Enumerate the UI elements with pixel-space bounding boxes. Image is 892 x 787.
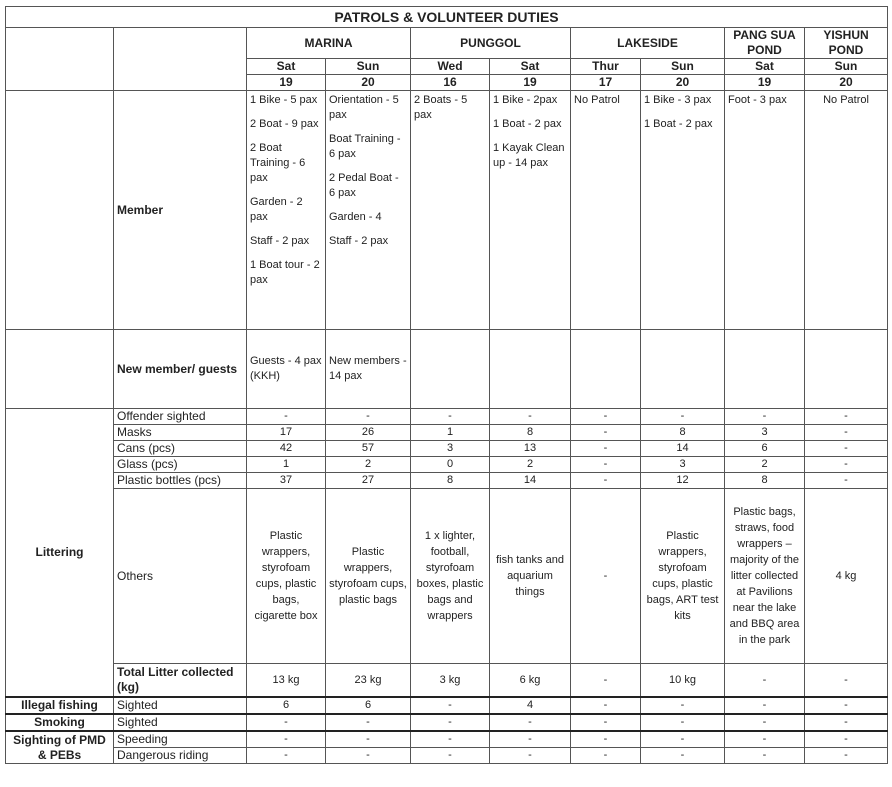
littering-value: -: [805, 457, 888, 473]
total-litter-value: 3 kg: [411, 664, 490, 698]
total-litter-value: -: [805, 664, 888, 698]
littering-value: -: [805, 441, 888, 457]
pmd-value: -: [411, 748, 490, 764]
littering-value: -: [247, 409, 326, 425]
littering-value: 0: [411, 457, 490, 473]
guests-cell: New members - 14 pax: [326, 330, 411, 409]
littering-value: 3: [725, 425, 805, 441]
column-date: 17: [571, 75, 641, 91]
column-day: Sat: [490, 59, 571, 75]
blank-cell: [6, 330, 114, 409]
total-litter-label: Total Litter collected (kg): [114, 664, 247, 698]
guests-cell: [805, 330, 888, 409]
littering-value: 8: [490, 425, 571, 441]
column-day: Sun: [805, 59, 888, 75]
illegal-fishing-value: 6: [247, 697, 326, 714]
illegal-fishing-row: [6, 697, 888, 714]
illegal-fishing-label: Illegal fishing: [6, 697, 114, 714]
member-entry: 1 Kayak Clean up - 14 pax: [493, 142, 565, 169]
littering-value: -: [805, 425, 888, 441]
guests-cell: [571, 330, 641, 409]
littering-value: 14: [641, 441, 725, 457]
pmd-row: [6, 748, 888, 764]
member-entry: 2 Boats - 5 pax: [414, 94, 468, 121]
member-entry: No Patrol: [574, 94, 620, 106]
pmd-value: -: [490, 748, 571, 764]
littering-value: 13: [490, 441, 571, 457]
pmd-value: -: [490, 731, 571, 748]
littering-value: 2: [725, 457, 805, 473]
littering-value: -: [725, 409, 805, 425]
littering-value: -: [805, 409, 888, 425]
member-cell: [411, 91, 490, 330]
littering-value: 3: [411, 441, 490, 457]
member-entry: Garden - 2 pax: [250, 196, 303, 223]
total-litter-value: -: [571, 664, 641, 698]
column-date: 19: [490, 75, 571, 91]
pmd-row-label: Speeding: [114, 731, 247, 748]
littering-row-label: Masks: [114, 425, 247, 441]
member-entry: 2 Boat Training - 6 pax: [250, 142, 306, 184]
illegal-fishing-value: -: [411, 697, 490, 714]
littering-row: [6, 473, 888, 489]
column-day: Sun: [326, 59, 411, 75]
total-litter-value: 23 kg: [326, 664, 411, 698]
member-cell: [247, 91, 326, 330]
member-entry: No Patrol: [823, 94, 869, 106]
member-entry: Garden - 4: [329, 211, 382, 223]
littering-value: 2: [490, 457, 571, 473]
littering-value: -: [571, 441, 641, 457]
guests-cell: [725, 330, 805, 409]
member-entry: 1 Bike - 3 pax: [644, 94, 712, 106]
illegal-fishing-value: -: [725, 697, 805, 714]
smoking-value: -: [247, 714, 326, 731]
member-cell: [571, 91, 641, 330]
illegal-fishing-value: -: [641, 697, 725, 714]
blank-corner-a: [6, 28, 114, 91]
group-pang-sua-pond: PANG SUA POND: [725, 28, 805, 59]
smoking-value: -: [326, 714, 411, 731]
smoking-value: -: [490, 714, 571, 731]
pmd-value: -: [725, 748, 805, 764]
smoking-row: [6, 714, 888, 731]
pmd-value: -: [247, 731, 326, 748]
littering-row-label: Cans (pcs): [114, 441, 247, 457]
others-value: Plastic wrappers, styrofoam cups, plastic bags, cigarette box: [247, 489, 326, 664]
member-entry: 2 Boat - 9 pax: [250, 118, 319, 130]
guests-cell: Guests - 4 pax (KKH): [247, 330, 326, 409]
member-entry: Staff - 2 pax: [329, 235, 389, 247]
smoking-value: -: [641, 714, 725, 731]
littering-value: -: [490, 409, 571, 425]
member-cell: [725, 91, 805, 330]
littering-value: 2: [326, 457, 411, 473]
total-litter-value: 13 kg: [247, 664, 326, 698]
illegal-fishing-value: -: [571, 697, 641, 714]
littering-value: 8: [641, 425, 725, 441]
column-day: Wed: [411, 59, 490, 75]
patrol-table: [5, 6, 888, 764]
littering-row: [6, 441, 888, 457]
others-value: 4 kg: [805, 489, 888, 664]
illegal-fishing-value: 4: [490, 697, 571, 714]
blank-corner-b: [114, 28, 247, 91]
member-entry: Boat Training - 6 pax: [329, 133, 401, 160]
pmd-row-label: Dangerous riding: [114, 748, 247, 764]
member-cell: [326, 91, 411, 330]
pmd-value: -: [326, 731, 411, 748]
column-day: Sun: [641, 59, 725, 75]
member-entry: 1 Bike - 2pax: [493, 94, 558, 106]
littering-value: -: [571, 457, 641, 473]
guests-label: New member/ guests: [114, 330, 247, 409]
column-day: Thur: [571, 59, 641, 75]
column-date: 16: [411, 75, 490, 91]
group-yishun-pond: YISHUN POND: [805, 28, 888, 59]
total-litter-value: -: [725, 664, 805, 698]
pmd-value: -: [571, 748, 641, 764]
pmd-value: -: [641, 748, 725, 764]
member-entry: Staff - 2 pax: [250, 235, 310, 247]
pmd-value: -: [247, 748, 326, 764]
littering-value: -: [641, 409, 725, 425]
member-entry: 2 Pedal Boat - 6 pax: [329, 172, 399, 199]
littering-row: [6, 425, 888, 441]
group-lakeside: LAKESIDE: [571, 28, 725, 59]
guests-row: [6, 330, 888, 409]
littering-value: 14: [490, 473, 571, 489]
littering-value: -: [571, 409, 641, 425]
smoking-value: -: [725, 714, 805, 731]
littering-row-label: Offender sighted: [114, 409, 247, 425]
others-label: Others: [114, 489, 247, 664]
smoking-value: -: [805, 714, 888, 731]
littering-label: Littering: [6, 409, 114, 698]
column-date: 20: [641, 75, 725, 91]
littering-row-label: Plastic bottles (pcs): [114, 473, 247, 489]
pmd-value: -: [725, 731, 805, 748]
pmd-value: -: [641, 731, 725, 748]
pmd-value: -: [411, 731, 490, 748]
total-litter-value: 10 kg: [641, 664, 725, 698]
column-date: 20: [326, 75, 411, 91]
littering-value: -: [805, 473, 888, 489]
littering-value: 26: [326, 425, 411, 441]
littering-value: 57: [326, 441, 411, 457]
group-marina: MARINA: [247, 28, 411, 59]
littering-row: [6, 457, 888, 473]
total-litter-value: 6 kg: [490, 664, 571, 698]
others-value: Plastic wrappers, styrofoam cups, plastic bags: [326, 489, 411, 664]
member-entry: 1 Boat - 2 pax: [493, 118, 562, 130]
littering-value: 42: [247, 441, 326, 457]
member-cell: [641, 91, 725, 330]
littering-value: 1: [247, 457, 326, 473]
smoking-sub-label: Sighted: [114, 714, 247, 731]
member-entry: Orientation - 5 pax: [329, 94, 399, 121]
others-value: fish tanks and aquarium things: [490, 489, 571, 664]
smoking-label: Smoking: [6, 714, 114, 731]
illegal-fishing-value: -: [805, 697, 888, 714]
littering-value: 3: [641, 457, 725, 473]
littering-value: 8: [725, 473, 805, 489]
guests-cell: [641, 330, 725, 409]
littering-value: -: [411, 409, 490, 425]
littering-value: 1: [411, 425, 490, 441]
guests-cell: [411, 330, 490, 409]
smoking-value: -: [571, 714, 641, 731]
column-day: Sat: [247, 59, 326, 75]
littering-value: 17: [247, 425, 326, 441]
group-punggol: PUNGGOL: [411, 28, 571, 59]
others-value: 1 x lighter, football, styrofoam boxes, plastic bags and wrappers: [411, 489, 490, 664]
pmd-label: Sighting of PMD & PEBs: [6, 731, 114, 764]
page-title: PATROLS & VOLUNTEER DUTIES: [6, 7, 888, 28]
pmd-row: [6, 731, 888, 748]
littering-row: [6, 409, 888, 425]
column-date: 20: [805, 75, 888, 91]
member-entry: Foot - 3 pax: [728, 94, 787, 106]
member-entry: 1 Boat - 2 pax: [644, 118, 713, 130]
illegal-fishing-value: 6: [326, 697, 411, 714]
member-entry: 1 Bike - 5 pax: [250, 94, 318, 106]
others-value: -: [571, 489, 641, 664]
littering-value: -: [571, 425, 641, 441]
column-date: 19: [725, 75, 805, 91]
littering-value: 8: [411, 473, 490, 489]
guests-cell: [490, 330, 571, 409]
member-cell: [805, 91, 888, 330]
total-litter-row: [6, 664, 888, 698]
member-cell: [490, 91, 571, 330]
others-value: Plastic wrappers, styrofoam cups, plastic bags, ART test kits: [641, 489, 725, 664]
member-row: [6, 91, 888, 330]
littering-others-row: [6, 489, 888, 664]
littering-value: 6: [725, 441, 805, 457]
column-date: 19: [247, 75, 326, 91]
littering-value: 12: [641, 473, 725, 489]
littering-value: 27: [326, 473, 411, 489]
pmd-value: -: [571, 731, 641, 748]
pmd-value: -: [326, 748, 411, 764]
littering-value: 37: [247, 473, 326, 489]
pmd-value: -: [805, 731, 888, 748]
illegal-fishing-sub-label: Sighted: [114, 697, 247, 714]
blank-cell: [6, 91, 114, 330]
littering-value: -: [326, 409, 411, 425]
pmd-value: -: [805, 748, 888, 764]
littering-row-label: Glass (pcs): [114, 457, 247, 473]
member-label: Member: [114, 91, 247, 330]
member-entry: 1 Boat tour - 2 pax: [250, 259, 320, 286]
others-value: Plastic bags, straws, food wrappers – majority of the litter collected at Pavilions near the lake and BBQ area in the park: [725, 489, 805, 664]
column-day: Sat: [725, 59, 805, 75]
littering-value: -: [571, 473, 641, 489]
smoking-value: -: [411, 714, 490, 731]
